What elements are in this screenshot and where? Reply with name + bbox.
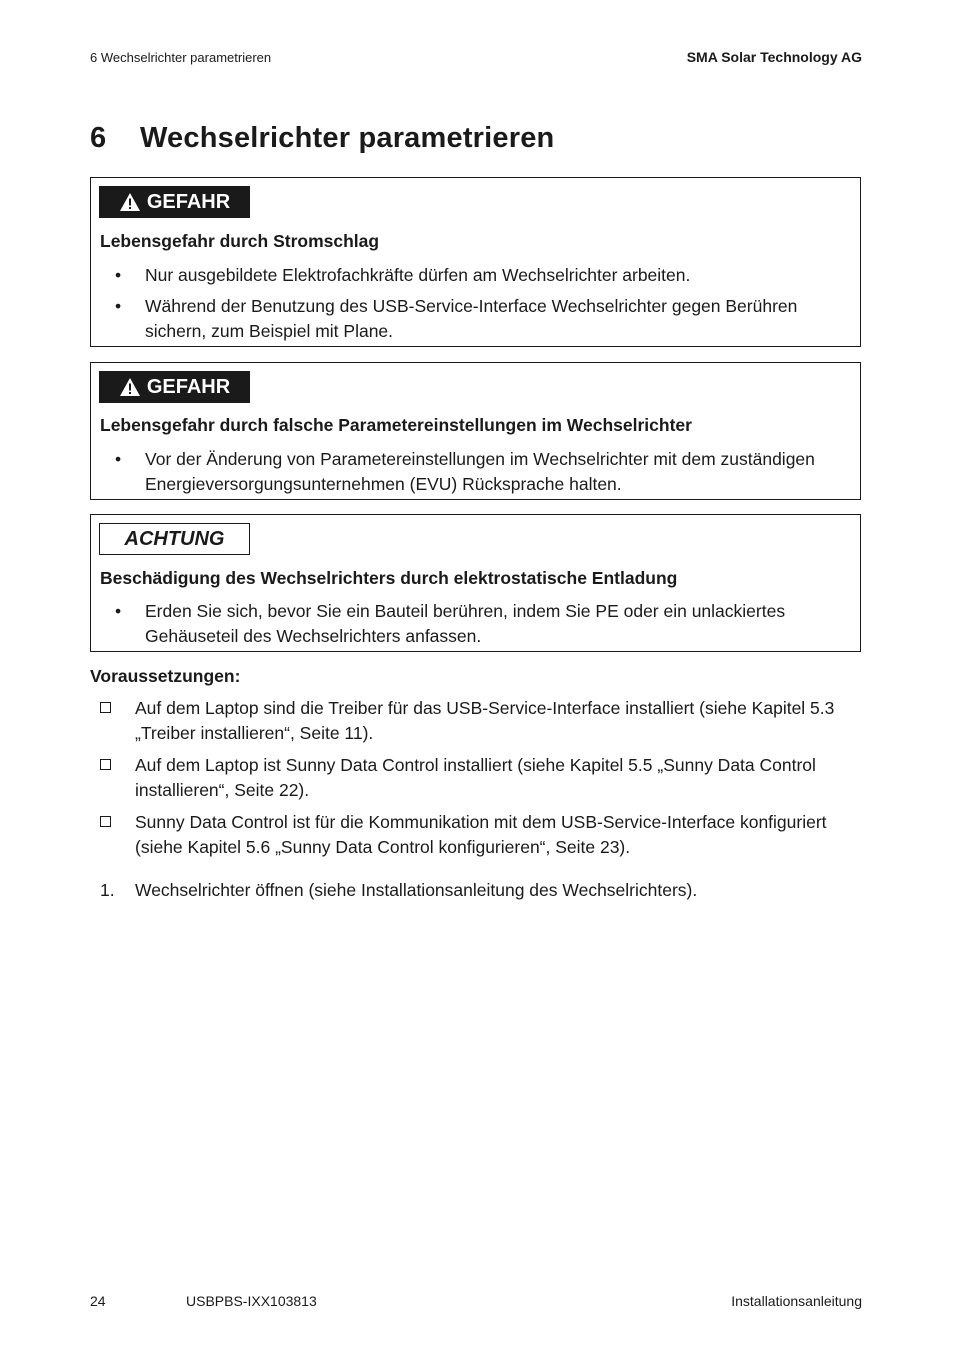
prerequisites-checklist <box>90 696 870 867</box>
list-item: • Erden Sie sich, bevor Sie ein Bauteil berühren, indem Sie PE oder ein unlackiertes Gehäuseteil des Wechselrichters anfassen. <box>115 601 786 646</box>
chapter-title <box>90 122 554 155</box>
document-type: Installationsanleitung <box>731 1293 862 1309</box>
danger-bullet-list <box>100 263 854 350</box>
danger-box-parameters <box>90 362 861 500</box>
notice-heading: Beschädigung des Wechselrichters durch elektrostatische Entladung <box>100 568 678 588</box>
page-header-chapter: 6 Wechselrichter parametrieren <box>90 50 272 65</box>
list-item: • Während der Benutzung des USB-Service-Interface Wechselrichter gegen Berühren sichern, zum Beispiel mit Plane. <box>115 296 798 341</box>
checklist-item: Auf dem Laptop sind die Treiber für das USB-Service-Interface installiert (siehe Kapitel 5.3 „Treiber installieren“, Seite 11). <box>90 696 870 746</box>
checklist-item: Auf dem Laptop ist Sunny Data Control installiert (siehe Kapitel 5.5 „Sunny Data Control installieren“, Seite 22). <box>90 753 870 803</box>
checkbox-icon <box>100 702 111 713</box>
step-number: 1. <box>100 880 115 900</box>
list-item: • Vor der Änderung von Parametereinstellungen im Wechselrichter mit dem zuständigen Energieversorgungsunternehmen (EVU) Rücksprache halten. <box>115 449 815 494</box>
danger-badge-label: GEFAHR <box>146 375 231 398</box>
step-item <box>90 878 870 903</box>
checkbox-icon <box>100 816 111 827</box>
danger-heading: Lebensgefahr durch falsche Parametereinstellungen im Wechselrichter <box>100 415 692 435</box>
checkbox-icon <box>100 759 111 770</box>
danger-heading: Lebensgefahr durch Stromschlag <box>100 231 380 251</box>
chapter-title-text: Wechselrichter parametrieren <box>140 122 555 154</box>
checklist-item: Sunny Data Control ist für die Kommunikation mit dem USB-Service-Interface konfiguriert (siehe Kapitel 5.6 „Sunny Data Control konfigurieren“, Seite 23). <box>90 810 870 860</box>
warning-triangle-icon <box>119 192 141 212</box>
page-number: 24 <box>90 1293 106 1309</box>
document-id: USBPBS-IXX103813 <box>186 1293 317 1309</box>
procedure-steps <box>90 878 870 903</box>
notice-box-esd <box>90 514 861 652</box>
prerequisites-title: Voraussetzungen: <box>90 666 241 686</box>
danger-badge <box>99 186 250 218</box>
warning-triangle-icon <box>119 377 141 397</box>
danger-box-electric-shock <box>90 177 861 347</box>
danger-bullet-list <box>100 447 854 503</box>
danger-badge <box>99 371 250 403</box>
page-header-company: SMA Solar Technology AG <box>686 49 862 65</box>
notice-badge <box>99 523 250 555</box>
notice-bullet-list <box>100 599 854 655</box>
danger-badge-label: GEFAHR <box>146 190 231 213</box>
list-item: • Nur ausgebildete Elektrofachkräfte dürfen am Wechselrichter arbeiten. <box>115 265 691 285</box>
notice-badge-label: ACHTUNG <box>124 527 225 550</box>
step-text: Wechselrichter öffnen (siehe Installationsanleitung des Wechselrichters). <box>135 880 698 900</box>
chapter-number: 6 <box>90 122 107 154</box>
